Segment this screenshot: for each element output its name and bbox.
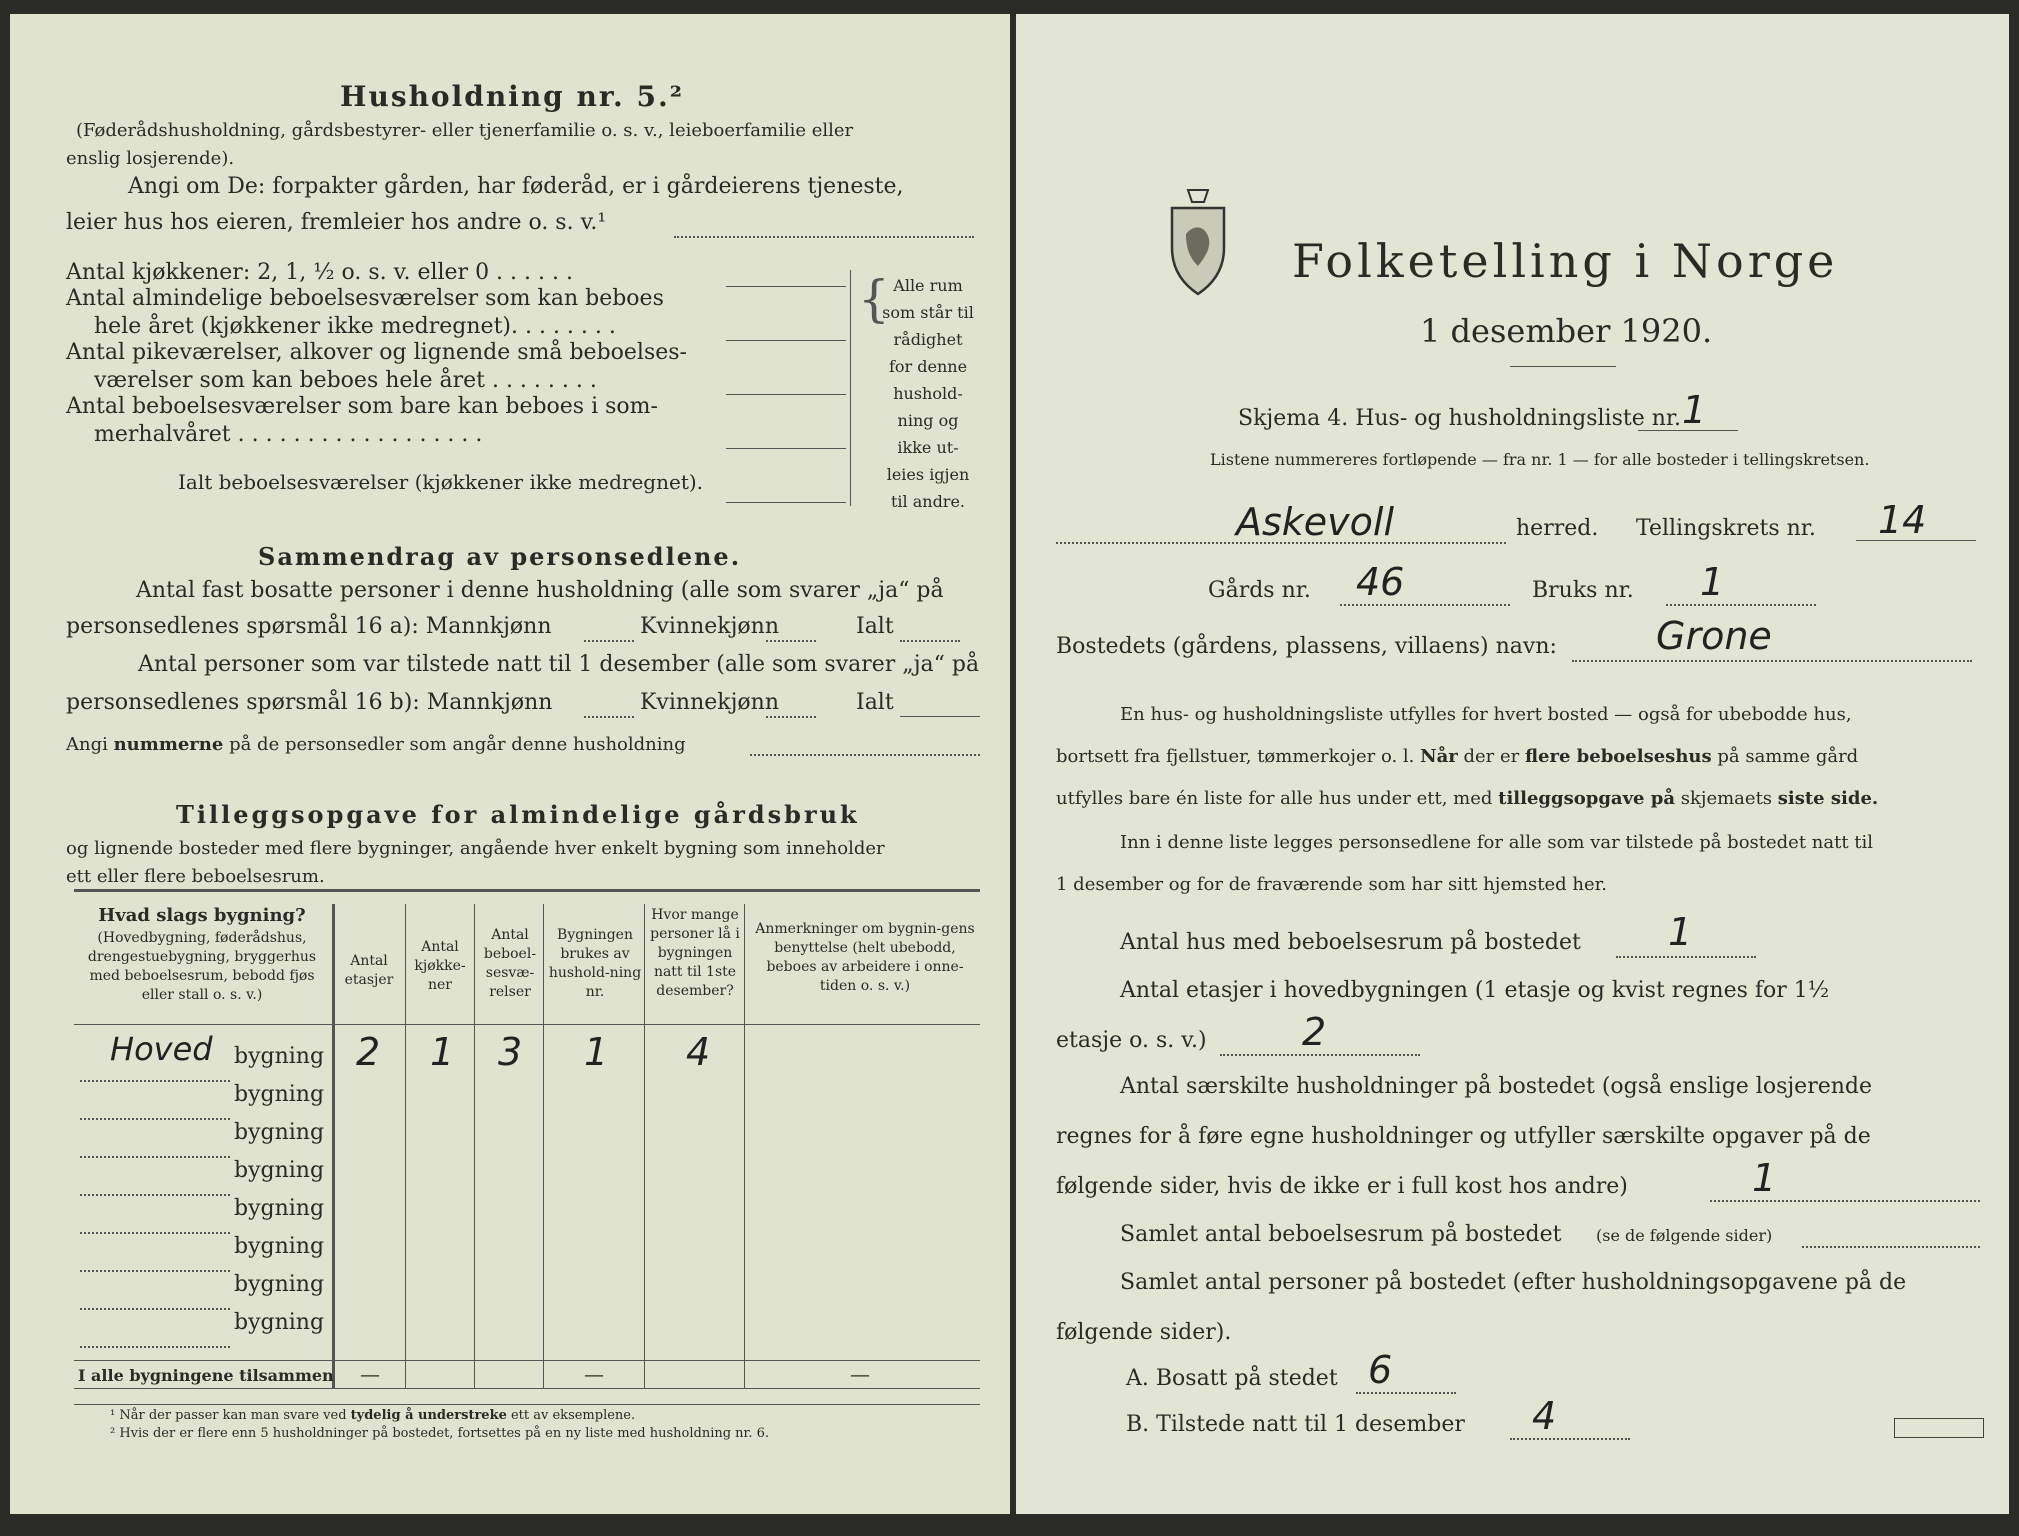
col-remarks: Anmerkninger om bygnin-gens benyttelse (helt ubebodd, beboes av arbeidere i onne-tiden o. s. v.) — [755, 921, 975, 994]
row-value-household: 1 — [584, 1030, 609, 1074]
present-answer: 4 — [1532, 1394, 1557, 1438]
rooms-note: (se de følgende sider) — [1596, 1226, 1773, 1245]
households-answer: 1 — [1752, 1156, 1777, 1200]
question-arrangement: Angi om De: forpakter gården, har føderåd, er i gårdeierens tjeneste, — [128, 174, 904, 199]
col-household: Bygningen brukes av hushold-ning nr. — [548, 927, 642, 1000]
female-label: Kvinnekjønn — [640, 614, 779, 639]
instruction-1: En hus- og husholdningsliste utfylles for hvert bosted — også for ubebodde hus, — [1120, 704, 1852, 725]
rooms-ordinary: Antal almindelige beboelsesværelser som kan beboes — [66, 286, 664, 311]
instruction-4: Inn i denne liste legges personsedlene for alle som var tilstede på bostedet natt til — [1120, 832, 1874, 853]
resident-label: A. Bosatt på stedet — [1126, 1366, 1338, 1391]
summary-resident-2: personsedlenes spørsmål 16 a): Mannkjønn — [66, 614, 552, 639]
row-label-5: bygning — [234, 1196, 325, 1221]
resident-answer: 6 — [1368, 1348, 1393, 1392]
gards-number: 46 — [1356, 560, 1405, 604]
numbers-question: Angi nummerne på de personsedler som angår denne husholdning — [66, 734, 686, 755]
instruction-3: utfylles bare én liste for alle hus under ett, med tilleggsopgave på skjemaets siste side. — [1056, 788, 1879, 809]
households-question-3: følgende sider, hvis de ikke er i full kost hos andre) — [1056, 1174, 1628, 1199]
herred-handwritten: Askevoll — [1236, 500, 1395, 544]
coat-of-arms-icon — [1166, 186, 1230, 298]
row-value-kitchens: 1 — [430, 1030, 455, 1074]
row-label: bygning — [234, 1044, 325, 1069]
households-question: Antal særskilte husholdninger på bostedet (også enslige losjerende — [1120, 1074, 1873, 1099]
household-subtitle-2: enslig losjerende). — [66, 148, 235, 169]
total-dash-2: — — [584, 1362, 604, 1386]
census-title: Folketelling i Norge — [1292, 234, 1839, 288]
supplement-title: Tilleggsopgave for almindelige gårdsbruk — [176, 800, 860, 829]
herred-label: herred. — [1516, 516, 1599, 541]
bosted-handwritten: Grone — [1656, 614, 1772, 658]
summary-resident: Antal fast bosatte personer i denne husholdning (alle som svarer „ja“ på — [136, 578, 944, 603]
rooms-maid: Antal pikeværelser, alkover og lignende små beboelses- — [66, 340, 687, 365]
col-kitchens: Antal kjøkke-ner — [414, 939, 466, 993]
row-label-4: bygning — [234, 1158, 325, 1183]
row-label-3: bygning — [234, 1120, 325, 1145]
right-page — [1016, 14, 2009, 1514]
floors-question: Antal etasjer i hovedbygningen (1 etasje og kvist regnes for 1½ — [1120, 978, 1830, 1003]
schema-number: 1 — [1682, 388, 1707, 432]
total-dash: — — [360, 1362, 380, 1386]
col-persons: Hvor mange personer lå i bygningen natt til 1ste desember? — [650, 907, 740, 999]
rooms-summer: Antal beboelsesværelser som bare kan beboes i som- — [66, 394, 658, 419]
bruks-number: 1 — [1700, 560, 1725, 604]
summary-present-2: personsedlenes spørsmål 16 b): Mannkjønn — [66, 690, 553, 715]
row-handwritten-type: Hoved — [110, 1030, 213, 1068]
row-label-8: bygning — [234, 1310, 325, 1335]
rooms-summer-2: merhalvåret . . . . . . . . . . . . . . . . . . — [94, 422, 483, 447]
footnote-1: ¹ Når der passer kan man svare ved tydelig å understreke ett av eksemplene. — [110, 1408, 636, 1423]
floors-question-2: etasje o. s. v.) — [1056, 1028, 1207, 1053]
row-value-floors: 2 — [356, 1030, 381, 1074]
col-building-type: Hvad slags bygning? (Hovedbygning, føderådshus, drengestuebygning, bryggerhus med beboelsesrum, bebodd fjøs eller stall o. s. v.) — [87, 905, 317, 1003]
houses-answer: 1 — [1668, 910, 1693, 954]
numbering-note: Listene nummereres fortløpende — fra nr. 1 — for alle bosteder i tellingskretsen. — [1210, 450, 1870, 469]
total-label: Ialt — [856, 614, 894, 639]
summary-present: Antal personer som var tilstede natt til 1 desember (alle som svarer „ja“ på — [138, 652, 980, 677]
instruction-5: 1 desember og for de fraværende som har sitt hjemsted her. — [1056, 874, 1607, 895]
row-value-persons: 4 — [686, 1030, 711, 1074]
rooms-ordinary-2: hele året (kjøkkener ikke medregnet). . . . . . . . — [94, 314, 616, 339]
supplement-subtitle-2: ett eller flere beboelsesrum. — [66, 866, 325, 887]
instruction-2: bortsett fra fjellstuer, tømmerkojer o. l. Når der er flere beboelseshus på samme gård — [1056, 746, 1859, 767]
persons-question: Samlet antal personer på bostedet (efter husholdningsopgavene på de — [1120, 1270, 1907, 1295]
table-top-rule — [74, 889, 980, 892]
krets-number: 14 — [1878, 498, 1927, 542]
footnote-2: ² Hvis der er flere enn 5 husholdninger på bostedet, fortsettes på en ny liste med husholdning nr. 6. — [110, 1426, 770, 1441]
total-row-label: I alle bygningene tilsammen — [78, 1366, 334, 1385]
answer-line — [674, 236, 974, 238]
total-dash-3: — — [850, 1362, 870, 1386]
rooms-kitchens: Antal kjøkkener: 2, 1, ½ o. s. v. eller 0 . . . . . . — [66, 260, 573, 285]
census-date: 1 desember 1920. — [1420, 312, 1713, 350]
row-value-rooms: 3 — [498, 1030, 523, 1074]
rooms-maid-2: værelser som kan beboes hele året . . . . . . . . — [94, 368, 597, 393]
households-question-2: regnes for å føre egne husholdninger og utfyller særskilte opgaver på de — [1056, 1124, 1871, 1149]
rooms-total: Ialt beboelsesværelser (kjøkkener ikke medregnet). — [178, 470, 704, 494]
total-label-2: Ialt — [856, 690, 894, 715]
left-page — [10, 14, 1010, 1514]
bruks-label: Bruks nr. — [1532, 578, 1634, 603]
female-label-2: Kvinnekjønn — [640, 690, 779, 715]
gards-label: Gårds nr. — [1208, 578, 1311, 603]
rooms-question: Samlet antal beboelsesrum på bostedet — [1120, 1222, 1562, 1247]
krets-label: Tellingskrets nr. — [1636, 516, 1816, 541]
floors-answer: 2 — [1302, 1010, 1327, 1054]
household-subtitle: (Føderådshusholdning, gårdsbestyrer- eller tjenerfamilie o. s. v., leieboerfamilie eller — [76, 120, 854, 141]
row-label-2: bygning — [234, 1082, 325, 1107]
persons-question-2: følgende sider). — [1056, 1320, 1232, 1345]
side-note: Alle rum som står til rådighet for denne hushold- ning og ikke ut- leies igjen til andre. — [882, 276, 974, 511]
houses-question: Antal hus med beboelsesrum på bostedet — [1120, 930, 1581, 955]
col-floors: Antal etasjer — [344, 953, 394, 988]
brace: { — [858, 270, 890, 328]
household-title: Husholdning nr. 5.² — [340, 80, 685, 113]
schema-label: Skjema 4. Hus- og husholdningsliste nr. — [1238, 406, 1681, 431]
supplement-subtitle: og lignende bosteder med flere bygninger, angående hver enkelt bygning som inneholder — [66, 838, 885, 859]
bosted-label: Bostedets (gårdens, plassens, villaens) navn: — [1056, 634, 1557, 659]
row-label-7: bygning — [234, 1272, 325, 1297]
col-rooms: Antal beboel-sesvæ-relser — [483, 927, 537, 1000]
summary-title: Sammendrag av personsedlene. — [258, 542, 742, 571]
row-label-6: bygning — [234, 1234, 325, 1259]
question-arrangement-2: leier hus hos eieren, fremleier hos andre o. s. v.¹ — [66, 210, 607, 235]
present-label: B. Tilstede natt til 1 desember — [1126, 1412, 1465, 1437]
printer-stamp — [1894, 1418, 1984, 1438]
